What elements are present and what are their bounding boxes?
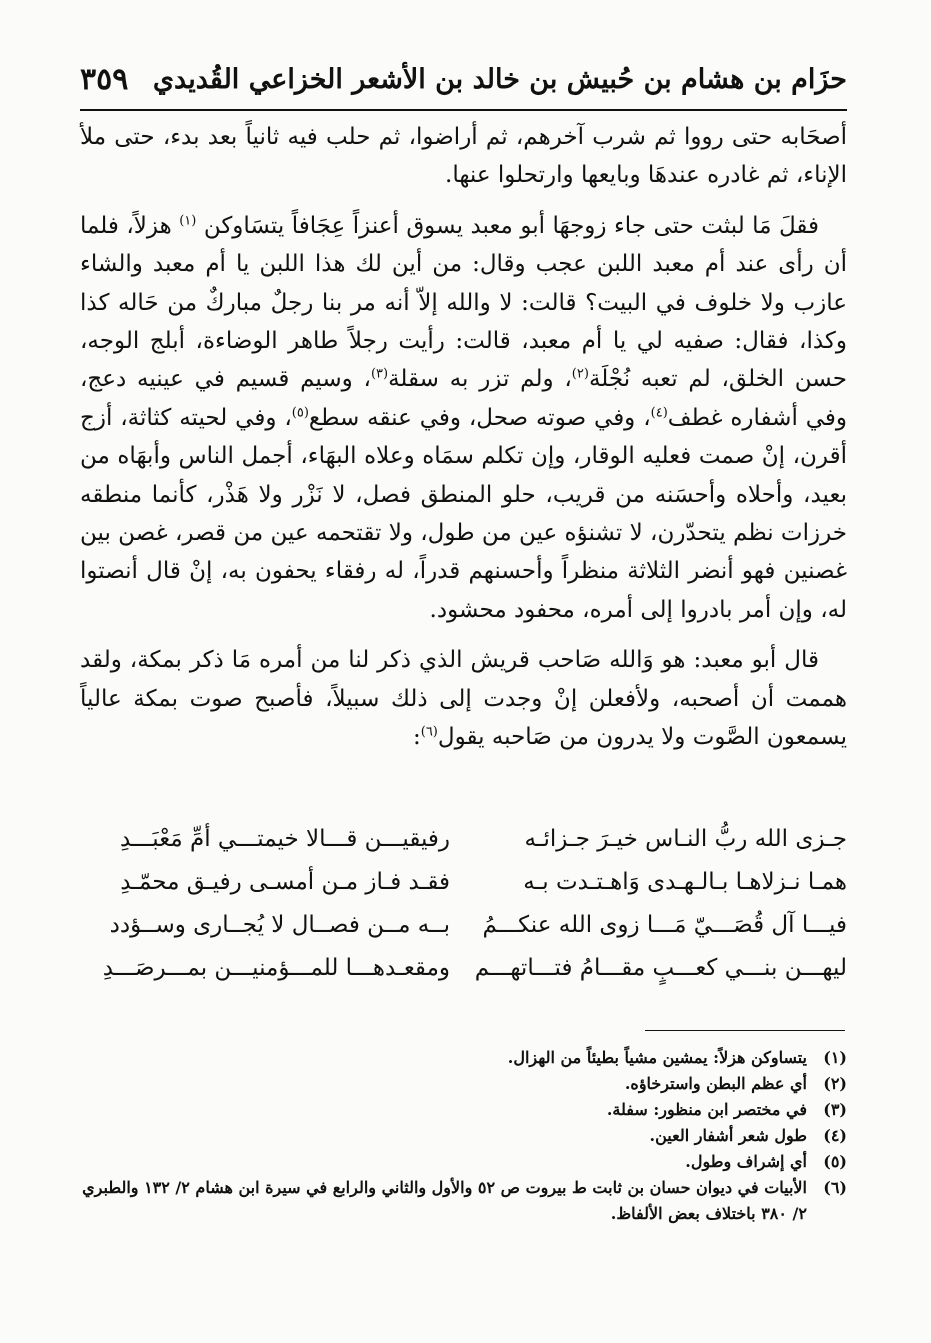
footnote <box>80 1175 847 1227</box>
footnote-separator <box>645 1030 845 1031</box>
footnote-ref-4: (٤) <box>650 405 668 421</box>
footnote-ref-6: (٦) <box>420 724 438 740</box>
paragraph-2-part-b: هزلاً، فلما أن رأى عند أم معبد اللبن عجب وقال: من أين لك هذا اللبن يا أم معبد والشاء عازب ولا خلوف في البيت؟ قالت: لا والله إلاّ أنه مر بنا رجلٌ مباركٌ من حَاله كذا وكذا، فقال: صفيه لي يا أم معبد، قالت: رأيت رجلاً طاهر الوضاءة، أبلج الوجه، حسن الخلق، لم تعبه نُجْلَة <box>80 212 847 393</box>
verse-first-hemistich: همـا نـزلاهـا بـالـهـدى وَاهـتـدت بـه <box>523 869 847 895</box>
footnote-ref-2: (٢) <box>571 366 589 382</box>
paragraph-1: أصحَابه حتى رووا ثم شرب آخرهم، ثم أراضوا، ثم حلب فيه ثانياً بعد بدء، حتى ملأ الإناء، ثم غادره عندهَا وبايعها وارتحلوا عنها. <box>80 124 847 189</box>
footnote-ref-3: (٣) <box>370 366 389 382</box>
verse-line <box>80 912 847 955</box>
running-header <box>80 62 847 106</box>
verse-line <box>80 869 847 912</box>
paragraph-3 <box>80 641 847 756</box>
header-title: حزَام بن هشام بن حُبيش بن خالد بن الأشعر الخزاعي القُديدي <box>152 64 847 95</box>
footnote-number: (١) <box>823 1048 847 1067</box>
verse-second-hemistich: ومقعـدهـــا للمـــؤمنيـــن بمـــرصَـــدِ <box>102 955 450 981</box>
footnote-ref-5: (٥) <box>291 405 309 421</box>
footnote-ref-1: (١) <box>179 213 197 229</box>
verse-second-hemistich: فقـد فـاز مـن أمسـى رفيـق محمّـدِ <box>120 869 450 895</box>
footnote <box>80 1123 847 1149</box>
footnote <box>80 1045 847 1071</box>
footnote <box>80 1149 847 1175</box>
verse-line <box>80 826 847 869</box>
footnote <box>80 1097 847 1123</box>
footnote-text: يتساوكن هزلاً: يمشين مشياً بطيئاً من الهزال. <box>507 1048 807 1067</box>
footnote-text: أي إشراف وطول. <box>685 1152 807 1171</box>
verse-second-hemistich: رفيقيـــن قـــالا خيمتـــي أمِّ مَعْبَـــدِ <box>120 826 450 852</box>
footnote-number: (٢) <box>823 1074 847 1093</box>
footnotes <box>80 1045 847 1227</box>
paragraph-2 <box>80 207 847 629</box>
footnote-number: (٦) <box>823 1178 847 1197</box>
footnote-number: (٤) <box>823 1126 847 1145</box>
footnote-number: (٥) <box>823 1152 847 1171</box>
paragraph-2-part-a: فقلَ مَا لبثت حتى جاء زوجهَا أبو معبد يسوق أعنزاً عِجَافاً يتسَاوكن <box>203 212 820 239</box>
verse-first-hemistich: ليهـــن بنـــي كعـــبٍ مقـــامُ فتـــاتهـــم <box>474 955 847 981</box>
header-rule <box>80 109 847 111</box>
footnote-text: طول شعر أشفار العين. <box>649 1126 807 1145</box>
paragraph-2-part-c: ، ولم تزر به سقلة <box>388 366 572 393</box>
footnote-text: في مختصر ابن منظور: سفلة. <box>606 1100 807 1119</box>
paragraph-2-part-e: ، وفي صوته صحل، وفي عنقه سطع <box>308 404 651 431</box>
verse-first-hemistich: فيـــا آل قُصَـــيّ مَـــا زوى الله عنكـــمُ <box>482 912 847 938</box>
verse-second-hemistich: بــه مــن فصــال لا يُجــارى وســؤدد <box>109 912 450 938</box>
poem <box>80 826 847 998</box>
verse-first-hemistich: جـزى الله ربُّ النـاس خيـرَ جـزائـه <box>524 826 847 852</box>
paragraph-3-part-a: قال أبو معبد: هو وَالله صَاحب قريش الذي ذكر لنا من أمره مَا ذكر بمكة، ولقد هممت أن أصحبه، ولأفعلن إنْ وجدت إلى ذلك سبيلاً، فأصبح صوت بمكة عالياً يسمعون الصَّوت ولا يدرون من صَاحبه يقول <box>80 647 847 751</box>
paragraph-2-part-f: ، وفي لحيته كثاثة، أزج أقرن، إنْ صمت فعليه الوقار، وإن تكلم سمَاه وعلاه البهَاء، أجمل الناس وأبهَاه من بعيد، وأحلاه وأحسَنه من قريب، حلو المنطق فصل، لا نَزْر ولا هَذْر، كأنما منطقه خرزات نظم يتحدّرن، لا تشنؤه عين من طول، ولا تقتحمه عين من قصر، غصن بين غصنين فهو أنضر الثلاثة منظراً وأحسنهم قدراً، له رفقاء يحفون به، إنْ قال أنصتوا له، وإن أمر بادروا إلى أمره، محفود محشود. <box>80 404 847 623</box>
footnote <box>80 1071 847 1097</box>
footnote-text: أي عظم البطن واسترخاؤه. <box>624 1074 807 1093</box>
paragraph-2-part-d: ، وسيم قسيم في عينيه دعج، وفي أشفاره غطف <box>80 366 847 431</box>
paragraph-3-part-b: : <box>412 724 421 751</box>
footnote-text: الأبيات في ديوان حسان بن ثابت ط بيروت ص ٥٢ والأول والثاني والرابع في سيرة ابن هشام ٢/ ١٣٢ والطبري ٢/ ٣٨٠ باختلاف بعض الألفاظ. <box>82 1178 807 1223</box>
main-text <box>80 118 847 769</box>
page-number: ٣٥٩ <box>80 62 129 97</box>
verse-line <box>80 955 847 998</box>
footnote-number: (٣) <box>823 1100 847 1119</box>
